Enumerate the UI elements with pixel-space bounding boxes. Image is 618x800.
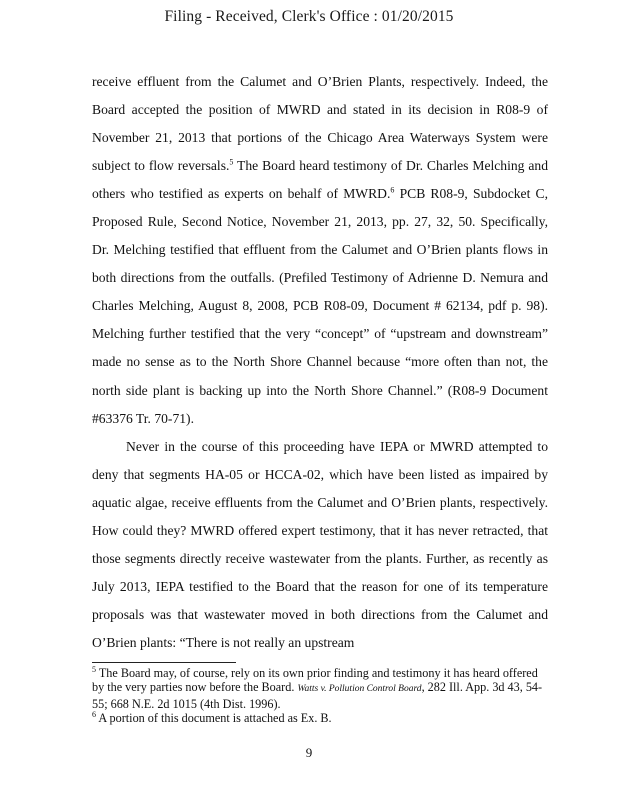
footnote-reference: 6 — [390, 185, 395, 195]
paragraph-text: PCB R08-9, Subdocket C, Proposed Rule, Second Notice, November 21, 2013, pp. 27, 32, 50. Specifically, Dr. Melching testified that effluent from the Calumet and O’Brien plants flows in both directions from the outfalls. (Prefiled Testimony of Adrienne D. Nemura and Charles Melching, August 8, 2008, PCB R08-09, Document # 62134, pdf p. 98). Melching further testified that the very “concept” of “upstream and downstream” made no sense as to the North Shore Channel because “more often than not, the north side plant is backing up into the North Shore Channel.” (R08-9 Document #63376 Tr. 70-71). — [92, 186, 548, 426]
body-paragraph: Never in the course of this proceeding have IEPA or MWRD attempted to deny that segments HA-05 or HCCA-02, which have been listed as impaired by aquatic algae, receive effluents from the Calumet and O’Brien plants, respectively. How could they? MWRD offered expert testimony, that it has never retracted, that those segments directly receive wastewater from the plants. Further, as recently as July 2013, IEPA testified to the Board that the reason for one of its temperature proposals was that wastewater moved in both directions from the Calumet and O’Brien plants: “There is not really an upstream — [92, 438, 548, 650]
page-number: 9 — [305, 745, 313, 760]
footnotes — [92, 666, 548, 726]
footnote-text: A portion of this document is attached as Ex. B. — [96, 711, 332, 726]
footnote-reference: 5 — [229, 157, 234, 167]
footnote-number: 5 — [92, 664, 96, 674]
footnote-5 — [92, 666, 548, 711]
footnote-divider — [92, 662, 236, 663]
filing-header: Filing - Received, Clerk's Office : 01/20/2015 — [164, 8, 454, 25]
body-paragraph — [92, 68, 548, 433]
body-text — [92, 68, 548, 657]
paragraph-text: The Board heard testimony of Dr. Charles Melching and others who testified as experts on behalf of MWRD. — [92, 158, 548, 202]
footnote-6 — [92, 711, 548, 725]
footnote-text: , 282 Ill. App. 3d 43, 54-55; 668 N.E. 2d 1015 (4th Dist. 1996). — [92, 680, 543, 711]
case-citation: Watts v. Pollution Control Board — [297, 684, 422, 695]
footnote-text: The Board may, of course, rely on its own prior finding and testimony it has heard offered by the very parties now before the Board. — [92, 666, 538, 695]
footnote-number: 6 — [92, 710, 96, 720]
paragraph-text: receive effluent from the Calumet and O’Brien Plants, respectively. Indeed, the Board accepted the position of MWRD and stated in its decision in R08-9 of November 21, 2013 that portions of the Chicago Area Waterways System were subject to flow reversals. — [92, 74, 548, 174]
